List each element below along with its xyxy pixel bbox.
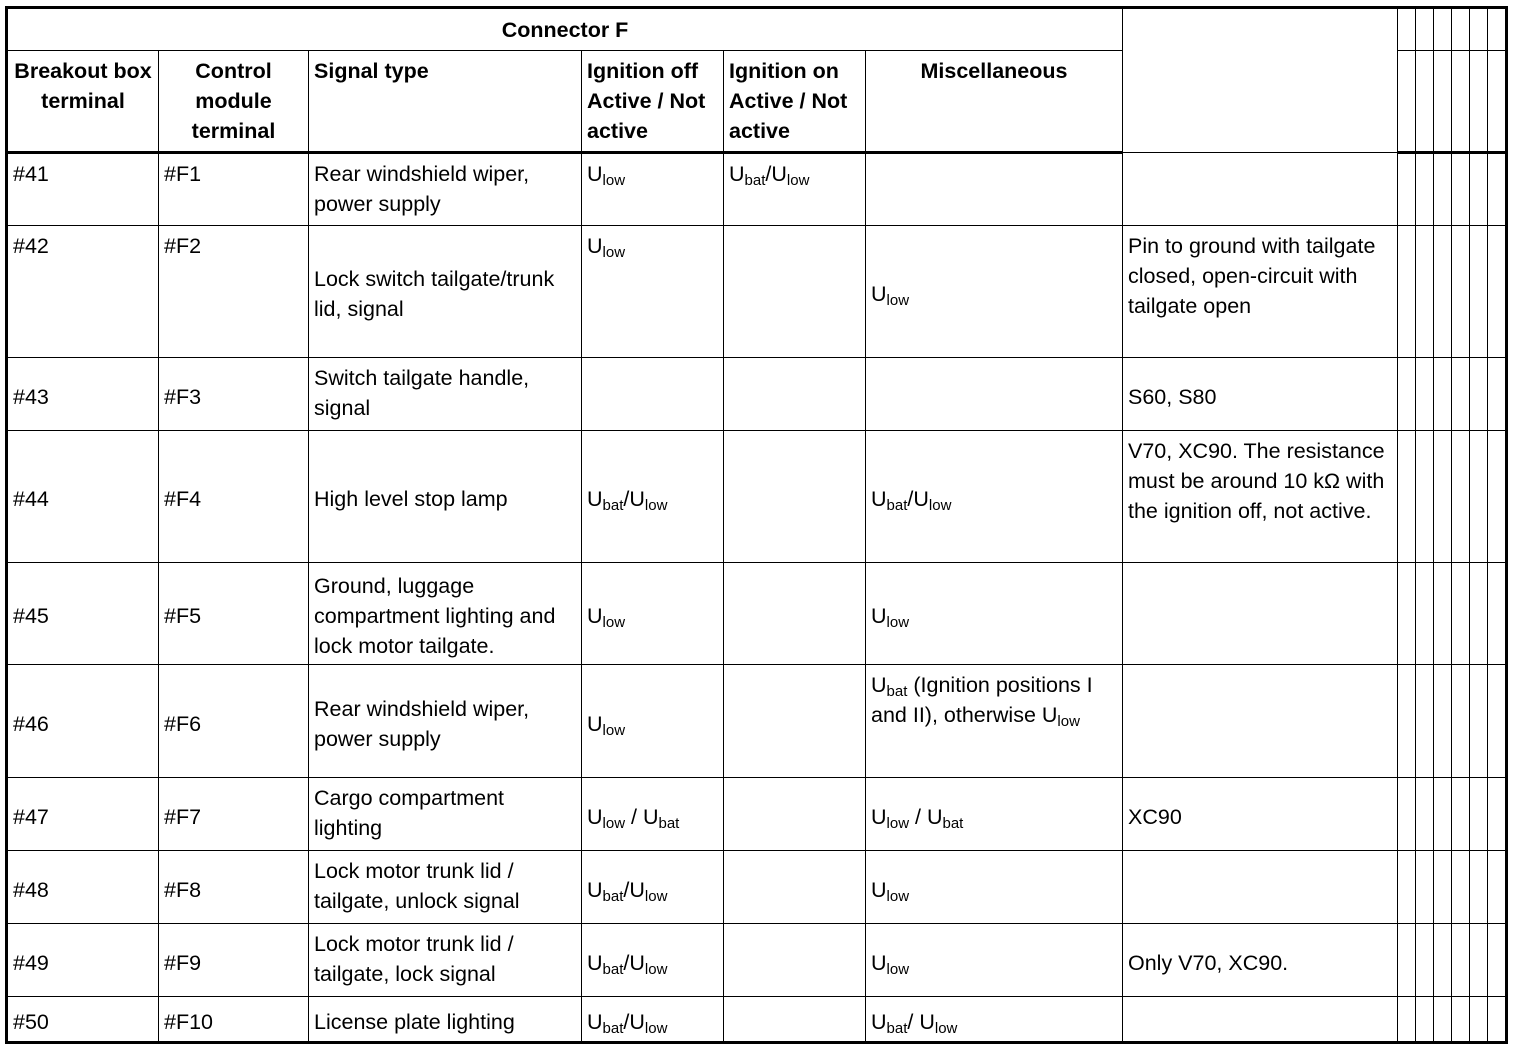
voltage-subscript: low — [886, 960, 910, 978]
voltage-subscript: low — [934, 1019, 958, 1037]
miscellaneous-value — [871, 950, 910, 978]
control-terminal-value: #F3 — [164, 384, 202, 409]
margin-strip-cell — [1398, 997, 1416, 1043]
voltage-subscript: bat — [744, 172, 766, 189]
voltage-subscript: low — [602, 172, 626, 189]
margin-strip-cell — [1398, 153, 1416, 226]
ignition-on-cell — [724, 226, 866, 358]
margin-strip-cell — [1488, 153, 1507, 226]
margin-strip-cell — [1452, 8, 1470, 51]
note-cell — [1123, 778, 1398, 851]
control-terminal-cell — [159, 563, 309, 665]
signal-type-cell — [309, 665, 582, 778]
note-cell — [1123, 851, 1398, 924]
control-terminal-cell — [159, 851, 309, 924]
voltage-separator: / — [907, 487, 914, 511]
note-cell — [1123, 358, 1398, 431]
margin-strip-cell — [1488, 851, 1507, 924]
breakout-terminal-cell — [7, 358, 159, 431]
voltage-subscript: low — [886, 614, 910, 631]
note-cell — [1123, 431, 1398, 563]
margin-strip-cell — [1470, 851, 1488, 924]
ignition-off-cell — [582, 851, 724, 924]
margin-strip-cell — [1434, 665, 1452, 778]
table-row — [7, 358, 1507, 431]
ignition-on-cell — [724, 431, 866, 563]
voltage-subscript: low — [644, 1019, 668, 1037]
control-terminal-cell — [159, 358, 309, 431]
margin-strip-cell — [1398, 924, 1416, 997]
signal-type-value: License plate lighting — [314, 1009, 515, 1034]
margin-strip-cell — [1470, 665, 1488, 778]
miscellaneous-value — [871, 282, 910, 309]
control-terminal-value: #F8 — [164, 877, 202, 902]
ignition-on-value — [729, 162, 810, 189]
margin-strip-cell — [1416, 778, 1434, 851]
ignition-on-cell — [724, 665, 866, 778]
margin-strip-cell — [1452, 665, 1470, 778]
margin-strip-cell — [1434, 778, 1452, 851]
signal-type-cell — [309, 226, 582, 358]
miscellaneous-cell — [866, 226, 1123, 358]
voltage-separator: / — [623, 950, 630, 975]
ignition-on-cell — [724, 358, 866, 431]
voltage-subscript: bat — [886, 497, 908, 514]
signal-type-cell — [309, 563, 582, 665]
voltage-symbol: U — [926, 804, 943, 829]
margin-strip-cell — [1416, 358, 1434, 431]
voltage-symbol: U — [771, 162, 787, 186]
margin-strip-cell — [1398, 8, 1416, 51]
voltage-symbol: U — [587, 1009, 603, 1034]
voltage-symbol: U — [587, 711, 603, 736]
voltage-subscript: low — [886, 292, 910, 309]
voltage-symbol: U — [587, 877, 603, 902]
note-value: Only V70, XC90. — [1128, 950, 1289, 975]
ignition-off-cell — [582, 997, 724, 1043]
voltage-symbol: U — [871, 673, 887, 697]
margin-strip-cell — [1470, 563, 1488, 665]
header-breakout-box-terminal: Breakout box terminal — [7, 51, 159, 153]
voltage-separator: (Ignition positions I and II), otherwise — [871, 673, 1093, 727]
note-value: S60, S80 — [1128, 384, 1217, 409]
voltage-separator: / — [623, 877, 630, 902]
margin-strip-cell — [1434, 431, 1452, 563]
breakout-terminal-value: #48 — [13, 877, 49, 902]
margin-strip-cell — [1488, 924, 1507, 997]
margin-strip-cell — [1452, 778, 1470, 851]
margin-strip-cell — [1488, 665, 1507, 778]
header-control-module-terminal: Control module terminal — [159, 51, 309, 153]
miscellaneous-cell — [866, 997, 1123, 1043]
breakout-terminal-cell — [7, 778, 159, 851]
voltage-subscript: low — [644, 887, 668, 905]
control-terminal-value: #F7 — [164, 804, 202, 829]
voltage-separator: / — [765, 162, 772, 186]
table-row — [7, 778, 1507, 851]
voltage-symbol: U — [629, 877, 645, 902]
margin-strip-cell — [1416, 924, 1434, 997]
margin-strip-cell — [1470, 8, 1488, 51]
control-terminal-value: #F6 — [164, 711, 202, 736]
margin-strip-cell — [1398, 778, 1416, 851]
voltage-symbol: U — [919, 1009, 935, 1034]
control-terminal-cell — [159, 778, 309, 851]
note-value: V70, XC90. The resistance must be around 10 kΩ with the ignition off, not active. — [1128, 439, 1385, 523]
miscellaneous-cell — [866, 851, 1123, 924]
margin-strip-cell — [1398, 431, 1416, 563]
margin-strip-cell — [1416, 8, 1434, 51]
signal-type-value: Lock motor trunk lid / tailgate, lock signal — [314, 932, 514, 986]
miscellaneous-value — [871, 877, 910, 905]
signal-type-cell — [309, 778, 582, 851]
breakout-terminal-cell — [7, 665, 159, 778]
margin-strip-cell — [1416, 851, 1434, 924]
margin-strip-cell — [1488, 563, 1507, 665]
breakout-terminal-cell — [7, 226, 159, 358]
ignition-on-cell — [724, 778, 866, 851]
breakout-terminal-cell — [7, 851, 159, 924]
voltage-subscript: bat — [602, 887, 624, 905]
voltage-symbol: U — [587, 487, 603, 511]
voltage-separator: / — [907, 1009, 920, 1034]
voltage-symbol: U — [629, 487, 645, 511]
margin-strip-cell — [1470, 997, 1488, 1043]
ignition-off-cell — [582, 226, 724, 358]
voltage-symbol: U — [871, 804, 887, 829]
ignition-off-cell — [582, 563, 724, 665]
margin-strip-cell — [1434, 153, 1452, 226]
miscellaneous-value — [871, 487, 952, 514]
ignition-off-cell — [582, 153, 724, 226]
voltage-subscript: bat — [602, 497, 624, 514]
table-body — [7, 153, 1507, 1043]
ignition-on-cell — [724, 563, 866, 665]
margin-strip-cell — [1452, 997, 1470, 1043]
table-title: Connector F — [7, 8, 1123, 51]
connector-f-table — [5, 6, 1508, 1044]
signal-type-value: Rear windshield wiper, power supply — [314, 696, 530, 751]
voltage-subscript: bat — [942, 814, 964, 832]
margin-strip-cell — [1434, 563, 1452, 665]
ignition-off-cell — [582, 924, 724, 997]
margin-strip-cell — [1452, 431, 1470, 563]
voltage-subscript: bat — [886, 1019, 908, 1037]
header-ignition-off: Ignition off Active / Not active — [582, 51, 724, 153]
miscellaneous-cell — [866, 924, 1123, 997]
note-cell — [1123, 665, 1398, 778]
voltage-subscript: low — [928, 497, 952, 514]
connector-table-wrapper — [5, 6, 1508, 1044]
margin-strip-cell — [1416, 226, 1434, 358]
ignition-off-value — [587, 950, 668, 978]
control-terminal-cell — [159, 997, 309, 1043]
ignition-off-value — [587, 877, 668, 905]
ignition-on-cell — [724, 153, 866, 226]
breakout-terminal-cell — [7, 924, 159, 997]
voltage-symbol: U — [871, 877, 887, 902]
voltage-symbol: U — [629, 1009, 645, 1034]
control-terminal-cell — [159, 153, 309, 226]
breakout-terminal-value: #50 — [13, 1009, 49, 1034]
margin-strip-cell — [1488, 997, 1507, 1043]
control-terminal-cell — [159, 924, 309, 997]
voltage-separator: / — [623, 1009, 630, 1034]
voltage-symbol: U — [629, 950, 645, 975]
header-signal-type: Signal type — [309, 51, 582, 153]
table-row — [7, 997, 1507, 1043]
ignition-off-cell — [582, 665, 724, 778]
signal-type-value: High level stop lamp — [314, 487, 508, 511]
voltage-separator: / — [909, 804, 927, 829]
ignition-off-value — [587, 804, 680, 832]
miscellaneous-value — [871, 1009, 958, 1037]
margin-strip-cell — [1434, 51, 1452, 153]
margin-strip-cell — [1470, 226, 1488, 358]
voltage-subscript: low — [602, 721, 626, 739]
miscellaneous-value — [871, 604, 910, 631]
table-row — [7, 563, 1507, 665]
margin-strip-cell — [1452, 358, 1470, 431]
margin-strip-cell — [1416, 153, 1434, 226]
table-row — [7, 226, 1507, 358]
margin-strip-cell — [1452, 153, 1470, 226]
breakout-terminal-value: #44 — [13, 487, 49, 511]
voltage-symbol: U — [871, 604, 887, 628]
margin-strip-cell — [1470, 778, 1488, 851]
breakout-terminal-cell — [7, 563, 159, 665]
voltage-symbol: U — [871, 282, 887, 306]
margin-strip-cell — [1488, 8, 1507, 51]
miscellaneous-value — [871, 804, 964, 832]
margin-strip-cell — [1416, 431, 1434, 563]
breakout-terminal-value: #49 — [13, 950, 49, 975]
ignition-off-value — [587, 1009, 668, 1037]
control-terminal-value: #F1 — [164, 162, 202, 186]
voltage-subscript: low — [644, 497, 668, 514]
voltage-subscript: low — [602, 814, 626, 832]
miscellaneous-cell — [866, 358, 1123, 431]
margin-strip-cell — [1470, 431, 1488, 563]
margin-strip-cell — [1452, 851, 1470, 924]
ignition-off-cell — [582, 358, 724, 431]
voltage-symbol: U — [871, 950, 887, 975]
margin-strip-cell — [1470, 153, 1488, 226]
margin-strip-cell — [1398, 51, 1416, 153]
signal-type-value: Switch tailgate handle, signal — [314, 366, 530, 420]
ignition-off-value — [587, 234, 626, 261]
breakout-terminal-cell — [7, 153, 159, 226]
breakout-terminal-cell — [7, 431, 159, 563]
margin-strip-cell — [1398, 226, 1416, 358]
margin-strip-cell — [1452, 563, 1470, 665]
table-row — [7, 431, 1507, 563]
voltage-subscript: bat — [886, 683, 908, 700]
breakout-terminal-cell — [7, 997, 159, 1043]
ignition-on-cell — [724, 851, 866, 924]
margin-strip-cell — [1452, 924, 1470, 997]
margin-strip-cell — [1416, 563, 1434, 665]
signal-type-cell — [309, 431, 582, 563]
margin-strip-cell — [1488, 431, 1507, 563]
ignition-off-cell — [582, 778, 724, 851]
voltage-subscript: low — [886, 814, 910, 832]
control-terminal-value: #F5 — [164, 604, 202, 628]
miscellaneous-cell — [866, 431, 1123, 563]
signal-type-value: Ground, luggage compartment lighting and lock motor tailgate. — [314, 574, 556, 658]
header-miscellaneous: Miscellaneous — [866, 51, 1123, 153]
margin-strip-cell — [1470, 358, 1488, 431]
voltage-subscript: low — [786, 172, 810, 189]
control-terminal-value: #F10 — [164, 1009, 214, 1034]
miscellaneous-cell — [866, 563, 1123, 665]
signal-type-value: Rear windshield wiper, power supply — [314, 162, 530, 216]
voltage-symbol: U — [871, 487, 887, 511]
miscellaneous-cell — [866, 153, 1123, 226]
breakout-terminal-value: #43 — [13, 384, 49, 409]
voltage-symbol: U — [729, 162, 745, 186]
note-cell — [1123, 997, 1398, 1043]
ignition-on-cell — [724, 997, 866, 1043]
voltage-subscript: bat — [658, 814, 680, 832]
ignition-off-value — [587, 711, 626, 739]
control-terminal-cell — [159, 226, 309, 358]
margin-strip-cell — [1416, 665, 1434, 778]
voltage-subscript: low — [644, 960, 668, 978]
miscellaneous-cell — [866, 665, 1123, 778]
signal-type-cell — [309, 997, 582, 1043]
note-cell — [1123, 563, 1398, 665]
miscellaneous-cell — [866, 778, 1123, 851]
voltage-symbol: U — [913, 487, 929, 511]
signal-type-cell — [309, 358, 582, 431]
breakout-terminal-value: #46 — [13, 711, 49, 736]
table-row — [7, 924, 1507, 997]
control-terminal-value: #F2 — [164, 234, 202, 258]
margin-strip-cell — [1470, 51, 1488, 153]
table-row — [7, 665, 1507, 778]
margin-strip-cell — [1398, 358, 1416, 431]
margin-strip-cell — [1398, 563, 1416, 665]
voltage-subscript: low — [1057, 713, 1080, 730]
note-cell — [1123, 226, 1398, 358]
voltage-subscript: low — [886, 887, 910, 905]
control-terminal-value: #F9 — [164, 950, 202, 975]
margin-strip-cell — [1398, 665, 1416, 778]
ignition-off-value — [587, 162, 626, 189]
control-terminal-cell — [159, 431, 309, 563]
margin-strip-cell — [1434, 226, 1452, 358]
signal-type-value: Cargo compartment lighting — [314, 786, 504, 840]
control-terminal-value: #F4 — [164, 487, 202, 511]
ignition-off-value — [587, 487, 668, 514]
voltage-subscript: low — [602, 244, 626, 261]
margin-strip-cell — [1434, 8, 1452, 51]
note-cell — [1123, 153, 1398, 226]
margin-strip-cell — [1488, 51, 1507, 153]
margin-strip-cell — [1488, 778, 1507, 851]
header-ignition-on: Ignition on Active / Not active — [724, 51, 866, 153]
margin-strip-cell — [1434, 358, 1452, 431]
note-value: Pin to ground with tailgate closed, open-circuit with tailgate open — [1128, 234, 1376, 318]
voltage-subscript: bat — [602, 960, 624, 978]
notes-header-cell — [1123, 8, 1398, 153]
margin-strip-cell — [1488, 358, 1507, 431]
margin-strip-cell — [1452, 51, 1470, 153]
breakout-terminal-value: #41 — [13, 162, 49, 186]
breakout-terminal-value: #47 — [13, 804, 49, 829]
breakout-terminal-value: #42 — [13, 234, 49, 258]
margin-strip-cell — [1434, 997, 1452, 1043]
voltage-symbol: U — [871, 1009, 887, 1034]
ignition-off-cell — [582, 431, 724, 563]
table-row — [7, 851, 1507, 924]
margin-strip-cell — [1470, 924, 1488, 997]
margin-strip-cell — [1452, 226, 1470, 358]
control-terminal-cell — [159, 665, 309, 778]
margin-strip-cell — [1488, 226, 1507, 358]
signal-type-cell — [309, 851, 582, 924]
voltage-separator: / — [623, 487, 630, 511]
voltage-symbol: U — [587, 604, 603, 628]
margin-strip-cell — [1416, 51, 1434, 153]
voltage-subscript: low — [602, 614, 626, 631]
voltage-symbol: U — [587, 162, 603, 186]
voltage-symbol: U — [1041, 703, 1058, 727]
voltage-symbol: U — [642, 804, 659, 829]
voltage-separator: / — [625, 804, 643, 829]
signal-type-value: Lock motor trunk lid / tailgate, unlock signal — [314, 859, 520, 913]
signal-type-cell — [309, 924, 582, 997]
margin-strip-cell — [1416, 997, 1434, 1043]
voltage-symbol: U — [587, 950, 603, 975]
voltage-symbol: U — [587, 804, 603, 829]
margin-strip-cell — [1398, 851, 1416, 924]
voltage-symbol: U — [587, 234, 603, 258]
breakout-terminal-value: #45 — [13, 604, 49, 628]
miscellaneous-value — [871, 673, 1093, 730]
signal-type-cell — [309, 153, 582, 226]
ignition-off-value — [587, 604, 626, 631]
note-value: XC90 — [1128, 804, 1182, 829]
ignition-on-cell — [724, 924, 866, 997]
voltage-subscript: bat — [602, 1019, 624, 1037]
table-row — [7, 153, 1507, 226]
margin-strip-cell — [1434, 851, 1452, 924]
signal-type-value: Lock switch tailgate/trunk lid, signal — [314, 267, 555, 321]
margin-strip-cell — [1434, 924, 1452, 997]
note-cell — [1123, 924, 1398, 997]
